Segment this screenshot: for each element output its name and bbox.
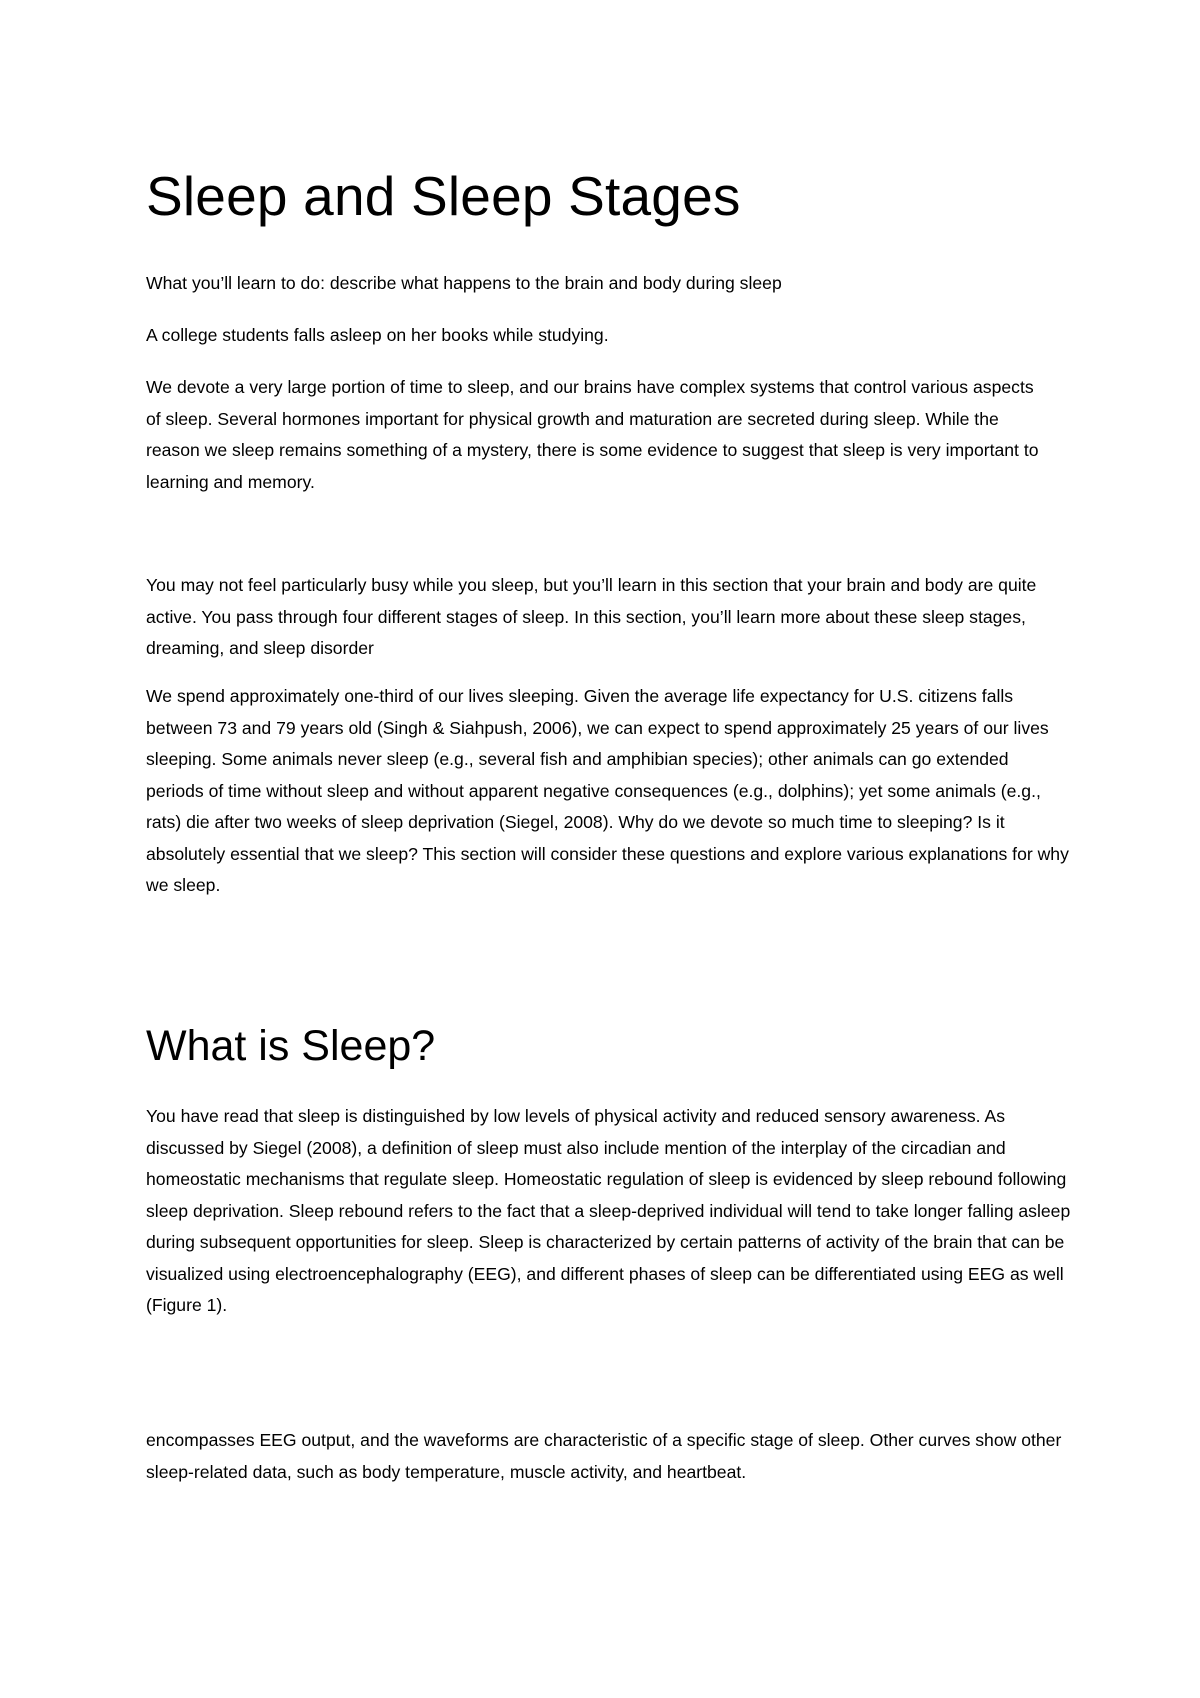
eeg-paragraph: encompasses EEG output, and the waveforms are characteristic of a specific stage of sleep. Other curves show other sleep-related data, such as body temperature, muscle activity, and heartbeat. [146,1430,1062,1482]
sleep-time-paragraph: We spend approximately one-third of our lives sleeping. Given the average life expectancy for U.S. citizens falls between 73 and 79 years old (Singh & Siahpush, 2006), we can expect to spend approximately 25 years of our lives sleeping. Some animals never sleep (e.g., several fish and amphibian species); other animals can go extended periods of time without sleep and without apparent negative consequences (e.g., dolphins); yet some animals (e.g., rats) die after two weeks of sleep deprivation (Siegel, 2008). Why do we devote so much time to sleeping? Is it absolutely essential that we sleep? This section will consider these questions and explore various explanations for why we sleep. [146,686,1069,895]
image-caption: A college students falls asleep on her books while studying. [146,325,609,345]
intro-paragraph: We devote a very large portion of time to sleep, and our brains have complex systems that control various aspects of sleep. Several hormones important for physical growth and maturation are secreted during sleep. While the reason we sleep remains something of a mystery, there is some evidence to suggest that sleep is very important to learning and memory. [146,377,1039,492]
document-title: Sleep and Sleep Stages [146,165,741,227]
section-heading: What is Sleep? [146,1022,436,1070]
stages-overview-paragraph: You may not feel particularly busy while you sleep, but you’ll learn in this section that your brain and body are quite active. You pass through four different stages of sleep. In this section, you’ll learn more about these sleep stages, dreaming, and sleep disorder [146,575,1037,658]
learning-objective: What you’ll learn to do: describe what happens to the brain and body during sleep [146,273,782,293]
sleep-definition-paragraph: You have read that sleep is distinguished by low levels of physical activity and reduced sensory awareness. As discussed by Siegel (2008), a definition of sleep must also include mention of the interplay of the circadian and homeostatic mechanisms that regulate sleep. Homeostatic regulation of sleep is evidenced by sleep rebound following sleep deprivation. Sleep rebound refers to the fact that a sleep-deprived individual will tend to take longer falling asleep during subsequent opportunities for sleep. Sleep is characterized by certain patterns of activity of the brain that can be visualized using electroencephalography (EEG), and different phases of sleep can be differentiated using EEG as well (Figure 1). [146,1106,1071,1315]
